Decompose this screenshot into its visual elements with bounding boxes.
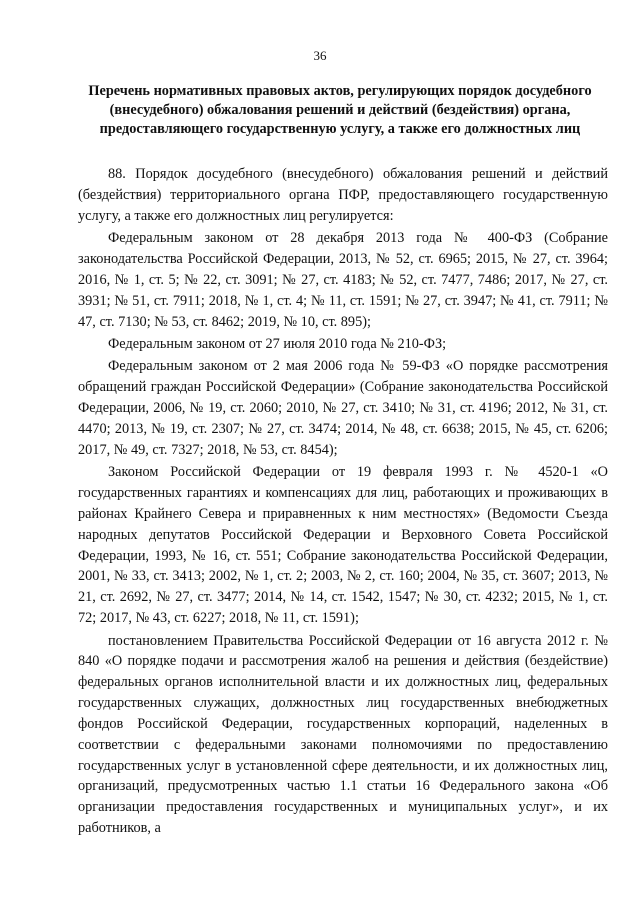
- document-body: [78, 164, 608, 841]
- paragraph-decree-840: постановлением Правительства Российской Федерации от 16 августа 2012 г. № 840 «О порядке подачи и рассмотрения жалоб на решения и действия (бездействие) федеральных органов исполнительной власти и их должностных лиц, федеральных государственных служащих, должностных лиц государственных внебюджетных фондов Российской Федерации, государственных корпораций, наделенных в соответствии с федеральными законами полномочиями по предоставлению государственных услуг в установленной сфере деятельности, и их должностных лиц, организаций, предусмотренных частью 1.1 статьи 16 Федерального закона «Об организации предоставления государственных и муниципальных услуг», и их работников, а: [78, 632, 608, 837]
- paragraph-law-210: Федеральным законом от 27 июля 2010 года № 210-ФЗ;: [108, 335, 447, 352]
- page-number: 36: [313, 48, 327, 63]
- section-heading: Перечень нормативных правовых актов, регулирующих порядок досудебного (внесудебного) обжалования решений и действий (бездействия) органа, предоставляющего государственную услугу, а также его должностных лиц: [88, 83, 592, 137]
- paragraph-88-intro: 88. Порядок досудебного (внесудебного) обжалования решений и действий (бездействия) территориального органа ПФР, предоставляющего государственную услугу, а также его должностных лиц регулируется:: [78, 166, 608, 224]
- paragraph-law-4520: Законом Российской Федерации от 19 февраля 1993 г. № 4520-1 «О государственных гарантиях и компенсациях для лиц, работающих и проживающих в районах Крайнего Севера и приравненных к ним местностях» (Ведомости Съезда народных депутатов Российской Федерации и Верховного Совета Российской Федерации, 1993, № 16, ст. 551; Собрание законодательства Российской Федерации, 2001, № 33, ст. 3413; 2002, № 1, ст. 2; 2003, № 2, ст. 160; 2004, № 35, ст. 3607; 2013, № 21, ст. 2692, № 27, ст. 3477; 2014, № 14, ст. 1542, 1547; № 30, ст. 4232; 2015, № 1, ст. 72; 2017, № 43, ст. 6227; 2018, № 11, ст. 1591);: [78, 464, 608, 627]
- paragraph-law-400: Федеральным законом от 28 декабря 2013 года № 400-ФЗ (Собрание законодательства Российской Федерации, 2013, № 52, ст. 6965; 2015, № 27, ст. 3964; 2016, № 1, ст. 5; № 22, ст. 3091; № 27, ст. 4183; № 52, ст. 7477, 7486; 2017, № 27, ст. 3931; № 51, ст. 7911; 2018, № 1, ст. 4; № 11, ст. 1591; № 27, ст. 3947; № 41, ст. 7911; № 47, ст. 7130; № 53, ст. 8462; 2019, № 10, ст. 895);: [78, 230, 608, 330]
- paragraph-law-59: Федеральным законом от 2 мая 2006 года № 59-ФЗ «О порядке рассмотрения обращений граждан Российской Федерации» (Собрание законодательства Российской Федерации, 2006, № 19, ст. 2060; 2010, № 27, ст. 3410; № 31, ст. 4196; 2012, № 31, ст. 4470; 2013, № 19, ст. 2307; № 27, ст. 3474; 2014, № 48, ст. 6638; 2015, № 45, ст. 6206; 2017, № 49, ст. 7327; 2018, № 53, ст. 8454);: [78, 358, 608, 458]
